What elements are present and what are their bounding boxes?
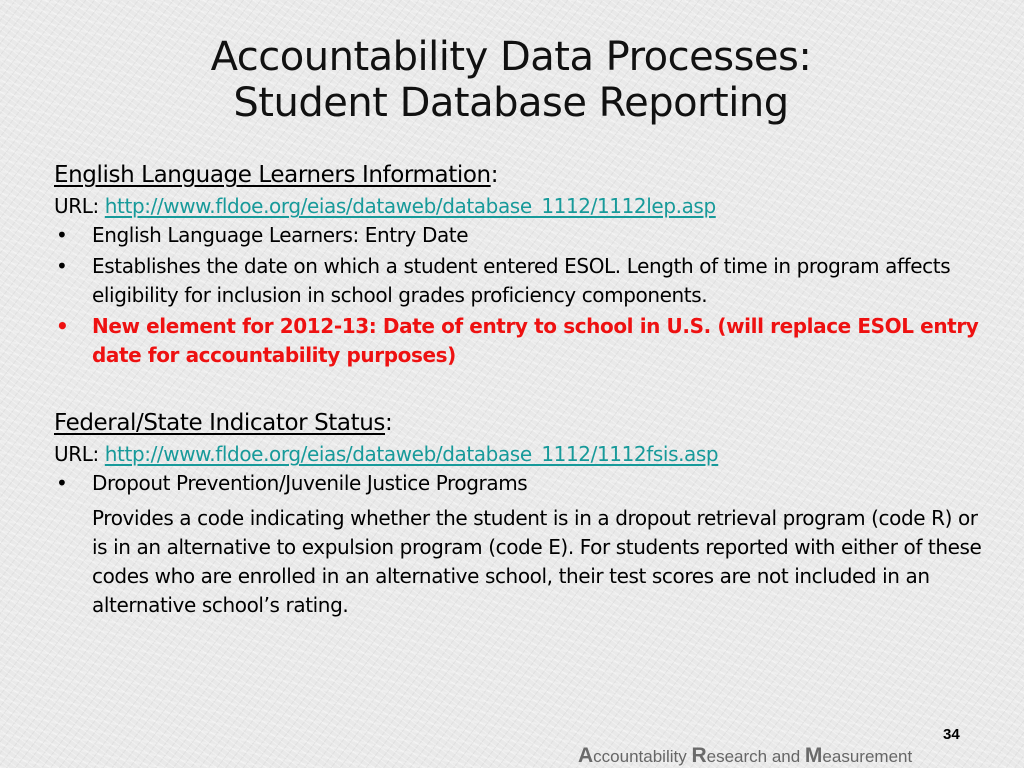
bullet-icon: • — [56, 471, 68, 495]
bullet-icon: • — [56, 223, 68, 247]
section-heading-fsis: Federal/State Indicator Status: — [54, 410, 393, 436]
list-item-highlight: • New element for 2012-13: Date of entry to school in U.S. (will replace ESOL entry date for accountability purposes) — [56, 314, 979, 367]
bullet-icon: • — [56, 254, 68, 278]
list-item: • Dropout Prevention/Juvenile Justice Programs — [54, 469, 984, 498]
slide-body — [54, 158, 984, 620]
url-label: URL: — [54, 194, 105, 218]
section-heading-ell: English Language Learners Information: — [54, 162, 499, 188]
fsis-bullet-list — [54, 469, 984, 498]
url-label: URL: — [54, 442, 105, 466]
slide-title-line-2: Student Database Reporting — [233, 80, 789, 126]
ell-bullet-list — [54, 221, 984, 370]
url-line-ell — [54, 192, 984, 221]
fsis-description: Provides a code indicating whether the student is in a dropout retrieval program (code R) or is in an alternative to expulsion program (code E). For students reported with either of these codes who are enrolled in an alternative school, their test scores are not included in an alternative school’s rating. — [92, 506, 982, 617]
list-item: • English Language Learners: Entry Date — [54, 221, 984, 250]
bullet-icon: • — [56, 314, 69, 338]
ell-url-link[interactable]: http://www.fldoe.org/eias/dataweb/database_1112/1112lep.asp — [104, 194, 716, 218]
footer-branding: Accountability Research and Measurement — [578, 744, 913, 767]
list-item: • Establishes the date on which a student entered ESOL. Length of time in program affects eligibility for inclusion in school grades proficiency components. — [56, 254, 951, 307]
section-spacer — [54, 372, 984, 406]
page-number: 34 — [943, 726, 960, 743]
fsis-url-link[interactable]: http://www.fldoe.org/eias/dataweb/database_1112/1112fsis.asp — [104, 442, 719, 466]
slide-title-line-1: Accountability Data Processes: — [210, 34, 812, 80]
url-line-fsis — [54, 440, 984, 469]
slide-title — [0, 34, 1024, 126]
